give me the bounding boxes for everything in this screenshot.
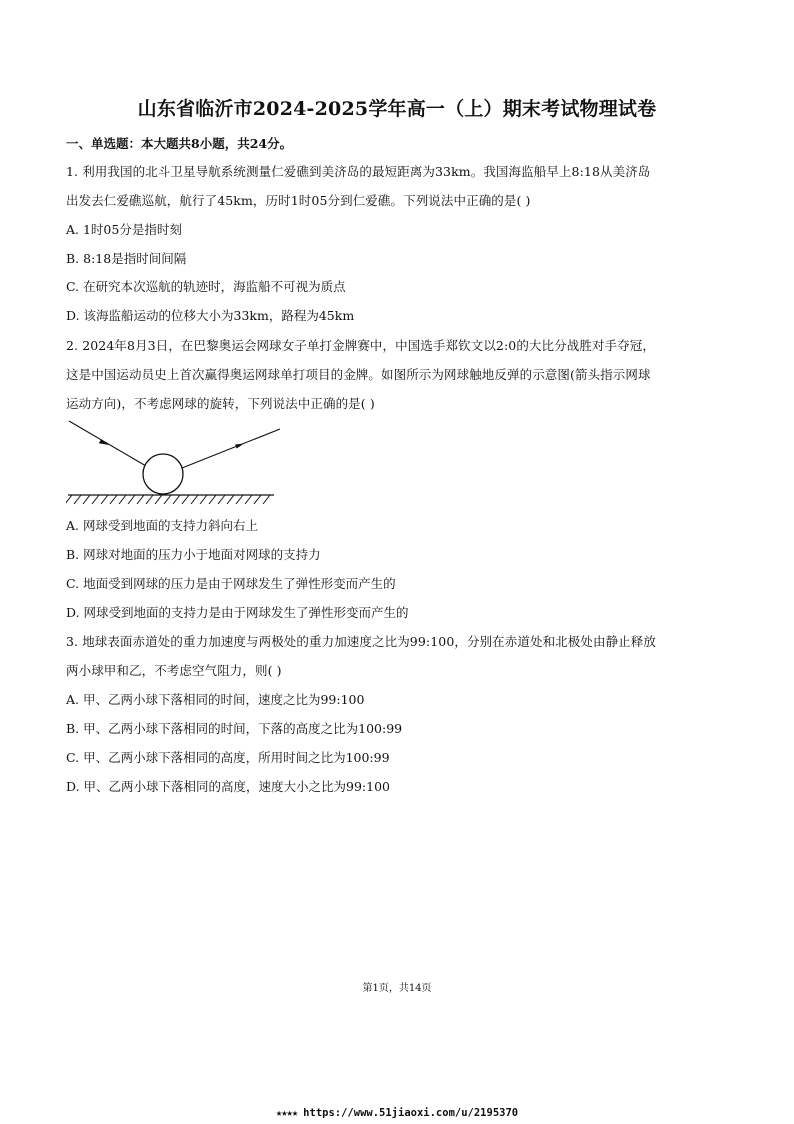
q1-option-b: B. 8:18是指时间间隔 [66,251,187,266]
hatch-mark [119,495,126,504]
hatch-mark [66,495,72,504]
tennis-bounce-diagram [66,418,280,510]
watermark [0,1107,794,1119]
hatch-mark [182,495,189,504]
hatch-mark [209,495,216,504]
incoming-arrowhead [99,440,109,446]
hatch-mark [191,495,198,504]
hatch-mark [137,495,144,504]
hatch-mark [263,495,270,504]
outgoing-trajectory [182,429,280,468]
ground-hatching [66,495,270,504]
q1-option-c: C. 在研究本次巡航的轨迹时，海监船不可视为质点 [66,279,346,294]
hatch-mark [128,495,135,504]
page-number: 第1页，共14页 [362,983,432,994]
q2-stem-line3: 运动方向)，不考虑网球的旋转，下列说法中正确的是( ) [66,396,375,411]
q3-option-a: A. 甲、乙两小球下落相同的时间，速度之比为99:100 [66,692,365,707]
outgoing-arrowhead [235,444,244,449]
hatch-mark [218,495,225,504]
hatch-mark [101,495,108,504]
hatch-mark [200,495,207,504]
q3-option-d: D. 甲、乙两小球下落相同的高度，速度大小之比为99:100 [66,779,390,794]
q1-option-d: D. 该海监船运动的位移大小为33km，路程为45km [66,308,355,323]
q3-stem-line2: 两小球甲和乙，不考虑空气阻力，则( ) [66,663,282,678]
incoming-trajectory [69,421,146,466]
section-heading: 一、单选题：本大题共8小题，共24分。 [66,136,293,151]
q3-stem-line1: 3. 地球表面赤道处的重力加速度与两极处的重力加速度之比为99:100，分别在赤道处和北极处由静止释放 [66,634,656,649]
q2-stem-line1: 2. 2024年8月3日，在巴黎奥运会网球女子单打金牌赛中，中国选手郑钦文以2:0的大比分战胜对手夺冠， [66,338,655,353]
watermark-url[interactable]: https://www.51jiaoxi.com/u/2195370 [303,1107,519,1119]
hatch-mark [146,495,153,504]
hatch-mark [254,495,261,504]
q1-option-a: A. 1时05分是指时刻 [66,222,182,237]
q2-option-a: A. 网球受到地面的支持力斜向右上 [66,518,258,533]
hatch-mark [92,495,99,504]
hatch-mark [74,495,81,504]
tennis-ball [143,454,183,494]
hatch-mark [110,495,117,504]
watermark-stars: ★★★★ [275,1107,298,1119]
page-title: 山东省临沂市2024-2025学年高一（上）期末考试物理试卷 [137,98,657,120]
q2-option-b: B. 网球对地面的压力小于地面对网球的支持力 [66,547,321,562]
q2-option-d: D. 网球受到地面的支持力是由于网球发生了弹性形变而产生的 [66,605,409,620]
q3-option-b: B. 甲、乙两小球下落相同的时间，下落的高度之比为100:99 [66,721,403,736]
hatch-mark [227,495,234,504]
hatch-mark [173,495,180,504]
q1-stem-line1: 1. 利用我国的北斗卫星导航系统测量仁爱礁到美济岛的最短距离为33km。我国海监船早上8:18从美济岛 [66,164,651,179]
hatch-mark [164,495,171,504]
q2-option-c: C. 地面受到网球的压力是由于网球发生了弹性形变而产生的 [66,576,396,591]
q3-option-c: C. 甲、乙两小球下落相同的高度，所用时间之比为100:99 [66,750,390,765]
hatch-mark [245,495,252,504]
hatch-mark [155,495,162,504]
hatch-mark [236,495,243,504]
hatch-mark [83,495,90,504]
q2-stem-line2: 这是中国运动员史上首次赢得奥运网球单打项目的金牌。如图所示为网球触地反弹的示意图(箭头指示网球 [66,367,651,382]
q1-stem-line2: 出发去仁爱礁巡航，航行了45km，历时1时05分到仁爱礁。下列说法中正确的是( ) [66,193,531,208]
